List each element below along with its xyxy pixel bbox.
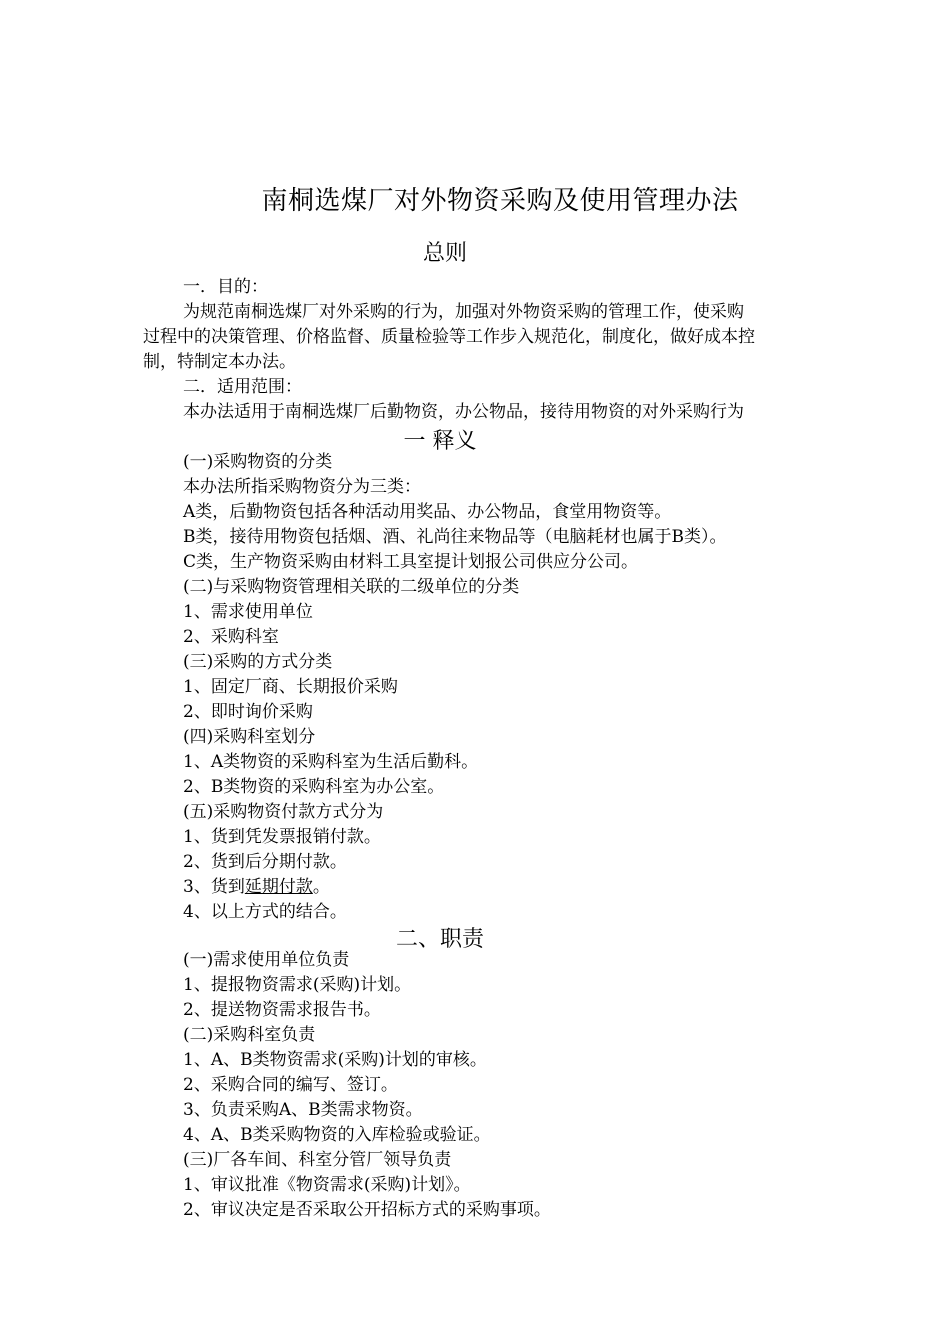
section1-heading: 一 释义: [403, 429, 477, 454]
deferred-underlined-text: 延期付款: [244, 877, 313, 897]
section2-line: (三)厂各车间、科室分管厂领导负责: [183, 1150, 452, 1170]
section1-line: 2、B类物资的采购科室为办公室。: [183, 777, 445, 797]
section1-line: C类，生产物资采购由材料工具室提计划报公司供应分公司。: [183, 552, 639, 572]
section2-line: (一)需求使用单位负责: [183, 950, 350, 970]
section1-line: 1、固定厂商、长期报价采购: [183, 677, 398, 697]
scope-label: 二．适用范围：: [183, 377, 302, 397]
deferred-payment-line: [183, 876, 330, 898]
purpose-text-line-2: 过程中的决策管理、价格监督、质量检验等工作步入规范化，制度化，做好成本控: [143, 327, 755, 347]
section2-line: 2、提送物资需求报告书。: [183, 1000, 381, 1020]
section2-line: 2、采购合同的编写、签订。: [183, 1075, 398, 1095]
general-heading: 总则: [422, 241, 467, 266]
section2-heading: 二、职责: [395, 927, 484, 952]
section1-line: 2、货到后分期付款。: [183, 852, 347, 872]
section1-line: (二)与采购物资管理相关联的二级单位的分类: [183, 577, 520, 597]
deferred-suffix: 。: [312, 877, 330, 897]
section2-line: 3、负责采购A、B类需求物资。: [183, 1100, 423, 1120]
purpose-text-line-1: 为规范南桐选煤厂对外采购的行为，加强对外物资采购的管理工作，使采购: [183, 302, 744, 322]
section2-line: 1、提报物资需求(采购)计划。: [183, 975, 412, 995]
section2-line: (二)采购科室负责: [183, 1025, 316, 1045]
document-title: 南桐选煤厂对外物资采购及使用管理办法: [261, 186, 739, 216]
section2-line: 4、A、B类采购物资的入库检验或验证。: [183, 1125, 491, 1145]
section1-line: (五)采购物资付款方式分为: [183, 802, 384, 822]
deferred-prefix: 3、货到: [183, 877, 245, 897]
purpose-text-line-3: 制，特制定本办法。: [143, 352, 296, 372]
section1-line: (四)采购科室划分: [183, 727, 316, 747]
section1-line: 1、货到凭发票报销付款。: [183, 827, 381, 847]
section1-line: A类，后勤物资包括各种活动用奖品、办公物品，食堂用物资等。: [183, 502, 672, 522]
section1-line: (三)采购的方式分类: [183, 652, 333, 672]
section1-line: B类，接待用物资包括烟、酒、礼尚往来物品等（电脑耗材也属于B类）。: [183, 527, 727, 547]
purpose-label: 一．目的：: [183, 277, 268, 297]
section1-line: (一)采购物资的分类: [183, 452, 333, 472]
section1-last-line: 4、以上方式的结合。: [183, 902, 347, 922]
section2-line: 1、A、B类物资需求(采购)计划的审核。: [183, 1050, 487, 1070]
section1-line: 本办法所指采购物资分为三类：: [183, 477, 421, 497]
section1-line: 1、A类物资的采购科室为生活后勤科。: [183, 752, 479, 772]
section2-line: 1、审议批准《物资需求(采购)计划》。: [183, 1175, 471, 1195]
section1-line: 2、即时询价采购: [183, 702, 313, 722]
scope-text: 本办法适用于南桐选煤厂后勤物资，办公物品，接待用物资的对外采购行为: [183, 402, 744, 422]
section1-line: 2、采购科室: [183, 627, 279, 647]
section2-line: 2、审议决定是否采取公开招标方式的采购事项。: [183, 1200, 551, 1220]
section1-line: 1、需求使用单位: [183, 602, 313, 622]
